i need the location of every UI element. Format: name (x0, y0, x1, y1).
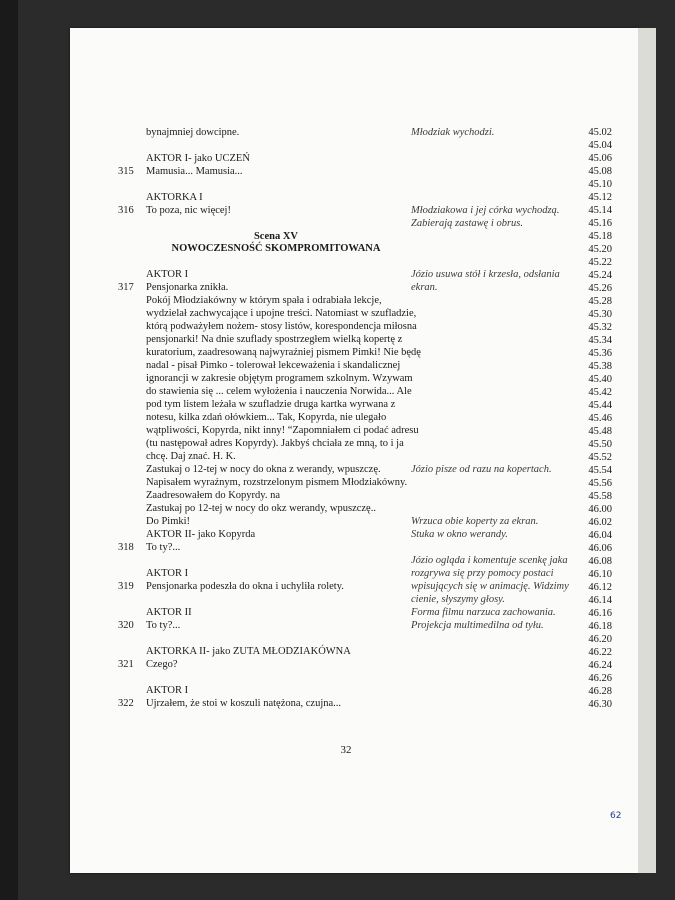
timecode: 45.58 (588, 491, 612, 502)
timecode: 46.02 (588, 517, 612, 528)
timecode: 45.08 (588, 166, 612, 177)
timecode: 45.20 (588, 244, 612, 255)
timecode: 46.10 (588, 569, 612, 580)
timecode: 46.16 (588, 608, 612, 619)
page-edge-stripe (638, 28, 656, 873)
stage-direction: Józio pisze od razu na kopertach. (411, 464, 552, 475)
timecode: 46.04 (588, 530, 612, 541)
timecode: 45.24 (588, 270, 612, 281)
stage-direction: Młodziak wychodzi. (411, 127, 495, 138)
stage-direction: Projekcja multimedilna od tyłu. (411, 620, 544, 631)
timecode: 46.28 (588, 686, 612, 697)
dialogue-line: Pokój Młodziakówny w którym spała i odrabiała lekcje, (146, 295, 382, 306)
speaker-heading: AKTORKA I (146, 192, 203, 203)
timecode: 46.26 (588, 673, 612, 684)
dialogue-line: ignorancji w zakresie objętym programem szkolnym. Wzywam (146, 373, 413, 384)
timecode: 46.30 (588, 699, 612, 710)
scene-title: NOWOCZESNOŚĆ SKOMPROMITOWANA (171, 243, 381, 254)
timecode: 45.56 (588, 478, 612, 489)
dialogue-line: którą podważyłem nożem- stosy listów, korespondencja miłosna (146, 321, 417, 332)
speaker-heading: AKTOR I (146, 685, 189, 696)
timecode: 46.12 (588, 582, 612, 593)
timecode: 46.00 (588, 504, 612, 515)
timecode: 46.24 (588, 660, 612, 671)
dialogue-line: Zastukaj o 12-tej w nocy do okna z werandy, wpuszczę. (146, 464, 381, 475)
timecode: 46.08 (588, 556, 612, 567)
timecode: 45.46 (588, 413, 612, 424)
stage-direction: cienie, słyszymy głosy. (411, 594, 505, 605)
scene-number: Scena XV (253, 231, 299, 242)
dialogue-line: Mamusia... Mamusia... (146, 166, 243, 177)
dialogue-line: bynajmniej dowcipne. (146, 127, 240, 138)
timecode: 45.36 (588, 348, 612, 359)
timecode: 46.14 (588, 595, 612, 606)
timecode: 45.02 (588, 127, 612, 138)
stage-direction: Wrzuca obie koperty za ekran. (411, 516, 539, 527)
line-number: 322 (118, 698, 134, 709)
line-number: 320 (118, 620, 134, 631)
timecode: 45.06 (588, 153, 612, 164)
dialogue-line: notesu, kilka zdań ołówkiem... Tak, Kopyrda, nie ulegało (146, 412, 387, 423)
dialogue-line: Pensjonarka podeszła do okna i uchyliła rolety. (146, 581, 344, 592)
line-number: 318 (118, 542, 134, 553)
stage-direction: rozgrywa się przy pomocy postaci (411, 568, 554, 579)
speaker-heading: AKTOR II (146, 607, 192, 618)
timecode: 45.48 (588, 426, 612, 437)
dialogue-line: To ty?... (146, 620, 181, 631)
scan-border (0, 0, 18, 900)
dialogue-line: Zaadresowałem do Kopyrdy. na (146, 490, 281, 501)
dialogue-line: (tu następował adres Kopyrdy). Jakbyś chciała ze mną, to i ja (146, 438, 404, 449)
speaker-heading: AKTOR I (146, 269, 189, 280)
line-number: 315 (118, 166, 134, 177)
timecode: 45.28 (588, 296, 612, 307)
timecode: 46.06 (588, 543, 612, 554)
timecode: 46.18 (588, 621, 612, 632)
timecode: 46.20 (588, 634, 612, 645)
stage-direction: Stuka w okno werandy. (411, 529, 508, 540)
dialogue-line: Zastukaj po 12-tej w nocy do okz werandy, wpuszczę.. (146, 503, 376, 514)
timecode: 45.22 (588, 257, 612, 268)
stage-direction: Józio ogląda i komentuje scenkę jaka (411, 555, 568, 566)
timecode: 45.40 (588, 374, 612, 385)
timecode: 45.52 (588, 452, 612, 463)
page-number: 32 (340, 744, 352, 756)
dialogue-line: Napisałem wyraźnym, rozstrzelonym pismem Młodziakówny. (146, 477, 408, 488)
timecode: 45.04 (588, 140, 612, 151)
dialogue-line: Pensjonarka znikła. (146, 282, 229, 293)
line-number: 321 (118, 659, 134, 670)
stage-direction: Józio usuwa stół i krzesła, odsłania (411, 269, 560, 280)
stage-direction: Zabierają zastawę i obrus. (411, 218, 524, 229)
dialogue-line: Czego? (146, 659, 178, 670)
timecode: 45.18 (588, 231, 612, 242)
dialogue-line: Do Pimki! (146, 516, 191, 527)
timecode: 45.12 (588, 192, 612, 203)
timecode: 45.54 (588, 465, 612, 476)
dialogue-line: Ujrzałem, że stoi w koszuli natężona, czujna... (146, 698, 342, 709)
timecode: 45.26 (588, 283, 612, 294)
timecode: 45.44 (588, 400, 612, 411)
timecode: 45.30 (588, 309, 612, 320)
dialogue-line: nadal - pisał Pimko - tolerował lekceważenia i skandalicznej (146, 360, 401, 371)
timecode: 45.16 (588, 218, 612, 229)
line-number: 319 (118, 581, 134, 592)
stage-direction: Forma filmu narzuca zachowania. (411, 607, 556, 618)
timecode: 45.50 (588, 439, 612, 450)
timecode: 45.38 (588, 361, 612, 372)
speaker-heading: AKTORKA II- jako ZUTA MŁODZIAKÓWNA (146, 646, 351, 657)
dialogue-line: do stawienia się ... celem wyłożenia i nauczenia Norwida... Ale (146, 386, 412, 397)
timecode: 45.14 (588, 205, 612, 216)
dialogue-line: wątpliwości, Kopyrda, nikt inny! “Zapomniałem ci podać adresu (146, 425, 419, 436)
timecode: 45.34 (588, 335, 612, 346)
dialogue-line: chcę. Daj znać. H. K. (146, 451, 236, 462)
corner-mark: 62 (610, 811, 622, 821)
timecode: 45.42 (588, 387, 612, 398)
timecode: 45.10 (588, 179, 612, 190)
stage-direction: ekran. (411, 282, 438, 293)
dialogue-line: To ty?... (146, 542, 181, 553)
line-number: 317 (118, 282, 134, 293)
speaker-heading: AKTOR I (146, 568, 189, 579)
line-number: 316 (118, 205, 134, 216)
speaker-heading: AKTOR I- jako UCZEŃ (146, 153, 250, 164)
dialogue-line: pod tym listem leżała w szufladzie druga kartka wyrwana z (146, 399, 396, 410)
timecode: 46.22 (588, 647, 612, 658)
stage-direction: wpisujących się w animację. Widzimy (411, 581, 569, 592)
dialogue-line: To poza, nic więcej! (146, 205, 231, 216)
stage-direction: Młodziakowa i jej córka wychodzą. (411, 205, 560, 216)
dialogue-line: pensjonarki! Na dnie szuflady spostrzegłem wielką kopertę z (146, 334, 403, 345)
dialogue-line: wydzielał zachwycające i upojne treści. Natomiast w szufladzie, (146, 308, 417, 319)
timecode: 45.32 (588, 322, 612, 333)
dialogue-line: kuratorium, zaadresowaną najwyraźniej pismem Pimki! Nie będę (146, 347, 421, 358)
speaker-heading: AKTOR II- jako Kopyrda (146, 529, 256, 540)
